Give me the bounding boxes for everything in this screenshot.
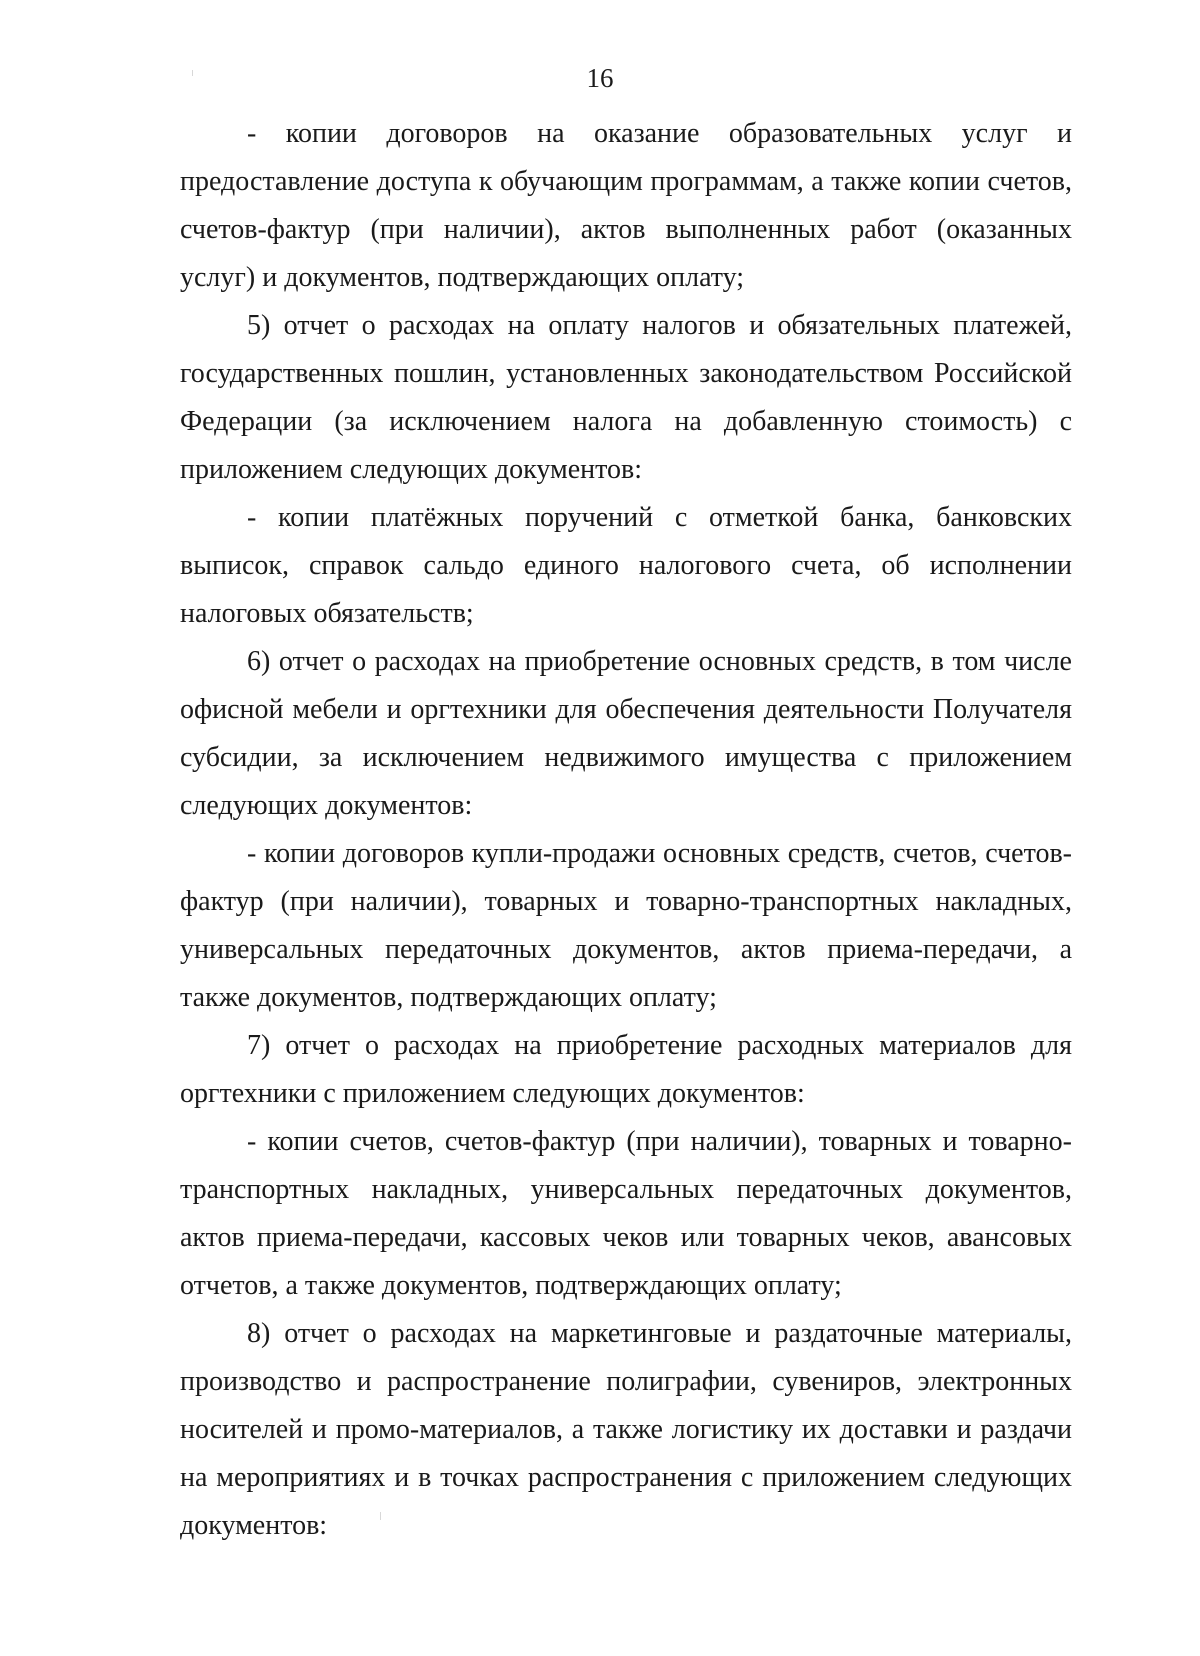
- paragraph-item-7: 7) отчет о расходах на приобретение расходных материалов для оргтехники с приложением следующих документов:: [180, 1030, 1072, 1109]
- paragraph-item-6: 6) отчет о расходах на приобретение основных средств, в том числе офисной мебели и оргтехники для обеспечения деятельности Получателя субсидии, за исключением недвижимого имущества с приложением следующих документов:: [180, 646, 1072, 821]
- document-body: [180, 110, 1072, 1550]
- page-number: 16: [586, 63, 614, 93]
- scan-mark: [192, 70, 193, 76]
- paragraph-sale-contracts: - копии договоров купли-продажи основных средств, счетов, счетов-фактур (при наличии), товарных и товарно-транспортных накладных, универсальных передаточных документов, актов приема-передачи, а также документов, подтверждающих оплату;: [180, 838, 1072, 1013]
- scan-mark: [380, 1512, 381, 1520]
- paragraph-payment-orders: - копии платёжных поручений с отметкой банка, банковских выписок, справок сальдо единого налогового счета, об исполнении налоговых обязательств;: [180, 502, 1072, 629]
- paragraph-invoice-copies: - копии счетов, счетов-фактур (при наличии), товарных и товарно-транспортных накладных, универсальных передаточных документов, актов приема-передачи, кассовых чеков или товарных чеков, авансовых отчетов, а также документов, подтверждающих оплату;: [180, 1126, 1072, 1301]
- paragraph-contract-copies: - копии договоров на оказание образовательных услуг и предоставление доступа к обучающим программам, а также копии счетов, счетов-фактур (при наличии), актов выполненных работ (оказанных услуг) и документов, подтверждающих оплату;: [180, 118, 1072, 293]
- paragraph-item-5: 5) отчет о расходах на оплату налогов и обязательных платежей, государственных пошлин, установленных законодательством Российской Федерации (за исключением налога на добавленную стоимость) с приложением следующих документов:: [180, 310, 1072, 485]
- paragraph-item-8: 8) отчет о расходах на маркетинговые и раздаточные материалы, производство и распространение полиграфии, сувениров, электронных носителей и промо-материалов, а также логистику их доставки и раздачи на мероприятиях и в точках распространения с приложением следующих документов:: [180, 1318, 1072, 1541]
